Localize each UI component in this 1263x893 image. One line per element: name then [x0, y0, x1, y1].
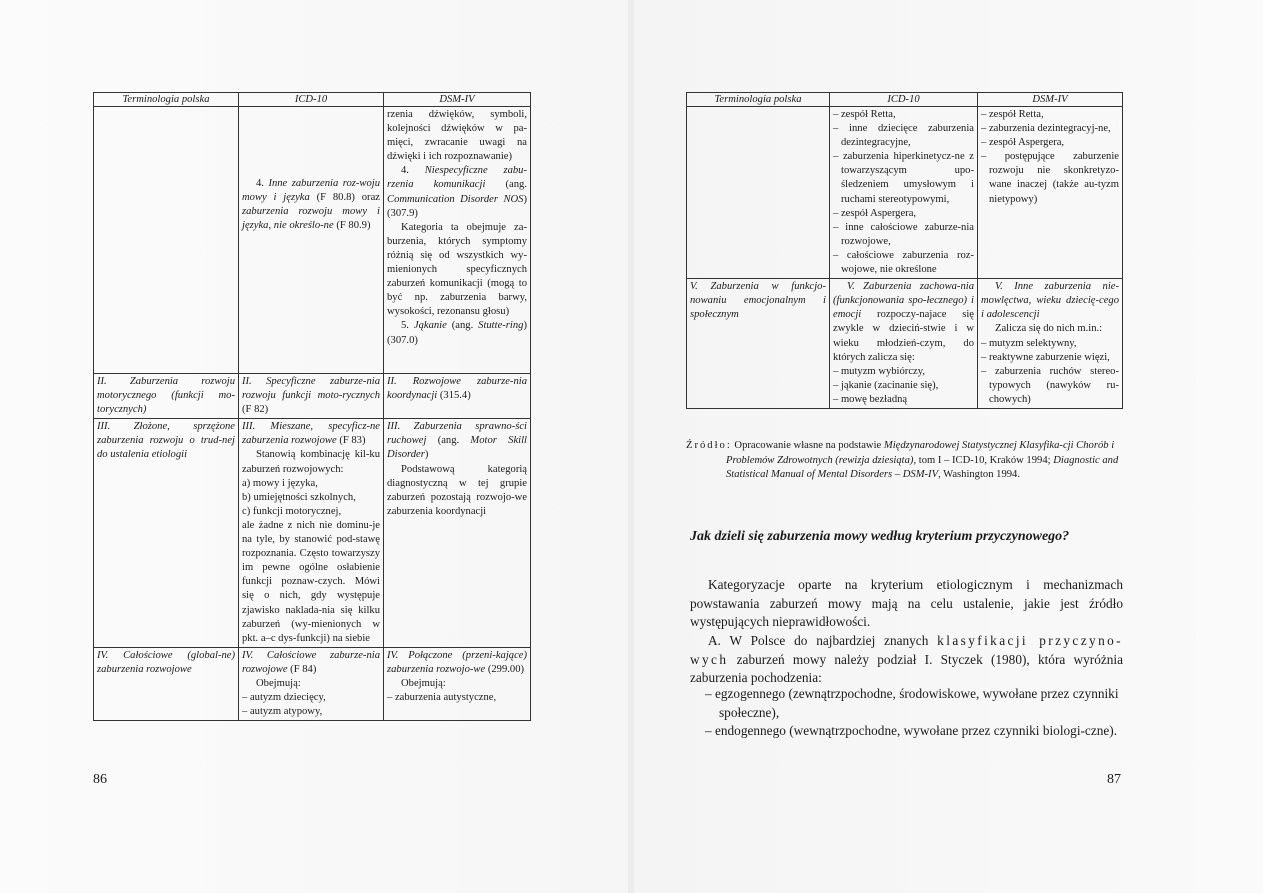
cell-text: [387, 420, 527, 462]
cell-text: [387, 319, 527, 347]
table-cell: [239, 647, 384, 720]
plain-text: ) (307.9): [387, 193, 527, 219]
table-cell: [687, 107, 830, 279]
list-item: – zaburzenia hiperkinetycz-ne z towarzyszącym upo-śledzeniem umysłowym i ruchami stereotypowymi,: [833, 151, 974, 205]
cell-text: ale żadne z nich nie dominu-je na tyle, by stanowić pod-stawę rozpoznania. Często towarzyszy im pewne ogólne osłabienie funkcji poznaw-czych. Mówi się o nich, gdy występuje zjawisko naklada-nia się kilku zaburzeń (wy-mienionych w pkt. a–c dys-funkcji) na siebie: [242, 519, 380, 644]
cell-text: rzenia dźwięków, symboli, kolejności dźwięków w pa-mięci, zwracanie uwagi na dźwięki i ich rozpoznawanie): [387, 109, 527, 163]
list-item: – inne dziecięce zaburzenia dezintegracyjne,: [833, 123, 974, 149]
cell-list: [981, 337, 1119, 407]
header-dsm4: DSM-IV: [978, 93, 1123, 107]
section-heading: Jak dzieli się zaburzenia mowy według kryterium przyczynowego?: [690, 529, 1070, 544]
plain-text: (299.00): [485, 663, 525, 675]
italic-text: V. Zaburzenia zachowa-nia (funkcjonowania spo-łecznego) i emocji: [833, 281, 974, 321]
plain-text: (315.4): [437, 390, 471, 402]
classification-table-right: [686, 92, 1123, 409]
cell-list: [387, 691, 527, 705]
classification-table-left: [93, 92, 531, 721]
italic-text: Jąkanie: [413, 320, 447, 332]
list-item: – zespół Retta,: [833, 109, 896, 120]
italic-text: IV. Całościowe zaburze-nia rozwojowe: [242, 649, 380, 675]
table-cell: [830, 279, 978, 409]
list-item: a) mowy i języka,: [242, 477, 318, 489]
cell-text: [387, 649, 527, 677]
table-cell: [384, 647, 531, 720]
italic-text: III. Mieszane, specyficz-ne zaburzenia rozwojowe: [242, 421, 380, 447]
cell-list: [833, 108, 974, 277]
italic-text: zaburzenia rozwoju mowy i języka, nie określo-ne: [242, 206, 380, 232]
table-header-row: [687, 93, 1123, 107]
list-item: – postępujące zaburzenie rozwoju nie skonkretyzo-wane inaczej (także au-tyzm nietypowy): [981, 151, 1119, 205]
table-cell: [384, 374, 531, 419]
cell-list: [981, 108, 1119, 207]
table-header-row: [94, 93, 531, 107]
italic-text: Inne zaburzenia roz-woju mowy i języka: [242, 178, 381, 204]
table-row: [94, 107, 531, 374]
plain-text: Opracowanie własne na podstawie: [731, 440, 884, 451]
list-item: – inne całościowe zaburze-nia rozwojowe,: [833, 221, 974, 247]
table-cell: [94, 107, 239, 374]
table-cell: [384, 419, 531, 648]
list-item: c) funkcji motorycznej,: [242, 505, 342, 517]
list-item: – jąkanie (zacinanie się),: [833, 379, 939, 391]
cell-text: [242, 177, 380, 233]
table-row: [94, 374, 531, 419]
paragraph-text: zaburzeń mowy należy podział I. Styczek (1980), która wyróżnia zaburzenia pochodzenia:: [690, 651, 1123, 685]
paragraph: Kategoryzacje oparte na kryterium etiologicznym i mechanizmach powstawania zaburzeń mowy mają na celu ustalenie, jakie jest źródło występujących nieprawidłowości.: [690, 577, 1123, 629]
cell-list: [833, 365, 974, 407]
table-row: [687, 107, 1123, 279]
italic-text: V. Inne zaburzenia nie-mowlęctwa, wieku dziecię-cego i adolescencji: [981, 281, 1119, 321]
table-cell: II. Zaburzenia rozwoju motorycznego (funkcji mo-torycznych): [94, 374, 239, 419]
table-cell: [978, 107, 1123, 279]
header-terminologia: Terminologia polska: [94, 93, 239, 107]
italic-text: Diagnostic and Statistical Manual of Mental Disorders – DSM-IV: [726, 454, 1119, 480]
list-item: – mowę bezładną: [833, 393, 908, 405]
list-item: – zaburzenia dezintegracyj-ne,: [981, 123, 1111, 135]
cell-text: Kategoria ta obejmuje za-burzenia, których symptomy różnią się od wszystkich wy-mienionych specyficznych zaburzeń komunikacji (mogą to być np. zaburzenia barwy, wysokości, rezonansu głosu): [387, 221, 527, 318]
plain-text: (ang.: [446, 320, 479, 332]
source-label: Źródło:: [686, 440, 732, 451]
list-item: – reaktywne zaburzenie więzi,: [981, 351, 1110, 363]
cell-text: Zalicza się do nich m.in.:: [995, 323, 1103, 335]
table-cell: III. Złożone, sprzężone zaburzenia rozwoju o trud-nej do ustalenia etiologii: [94, 419, 239, 648]
cell-text: Podstawową kategorią diagnostyczną w tej grupie zaburzeń pozostają rozwojo-we zaburzenia koordynacji: [387, 463, 527, 517]
table-row: [687, 279, 1123, 409]
italic-text: Stutte-ring: [478, 320, 524, 332]
plain-text: , Washington 1994.: [938, 469, 1020, 480]
header-icd10: ICD-10: [239, 93, 384, 107]
cell-text: [981, 280, 1119, 322]
list-item: b) umiejętności szkolnych,: [242, 491, 356, 503]
bullet-list: [705, 685, 1125, 741]
cell-list: [242, 477, 380, 519]
plain-text: (F 80.9): [333, 220, 371, 232]
cell-text: [833, 280, 974, 365]
list-item: – autyzm atypowy,: [242, 706, 323, 718]
plain-text: , tom I – ICD-10, Kraków 1994;: [913, 454, 1054, 466]
list-item: – autyzm dziecięcy,: [242, 692, 326, 704]
plain-text: 4.: [401, 165, 425, 177]
list-item: – mutyzm wybiórczy,: [833, 365, 925, 377]
table-cell: IV. Całościowe (global-ne) zaburzenia rozwojowe: [94, 647, 239, 720]
list-item: – mutyzm selektywny,: [981, 337, 1077, 349]
book-gutter: [628, 0, 634, 893]
cell-text: [242, 649, 380, 677]
cell-text: [387, 164, 527, 220]
plain-text: ): [424, 449, 429, 461]
plain-text: rozpoczy-najace się zwykle w dzieciń-stwie i w wieku młodzień-czym, do których zalicza się:: [833, 309, 974, 363]
cell-text: Stanowią kombinację kil-ku zaburzeń rozwojowych:: [242, 449, 380, 475]
list-item: – całościowe zaburzenia roz-wojowe, nie określone: [833, 249, 974, 276]
source-note: [686, 439, 1122, 483]
plain-text: 4.: [256, 178, 269, 189]
page-number-left: 86: [93, 772, 107, 787]
table-cell: [239, 419, 384, 648]
italic-text: Communication Disorder NOS: [387, 193, 524, 205]
italic-text: II. Rozwojowe zaburze-nia koordynacji: [387, 376, 527, 402]
table-cell: [978, 279, 1123, 409]
italic-text: Motor Skill Disorder: [387, 435, 527, 461]
italic-text: Niespecyficzne zabu-rzenia komunikacji: [387, 165, 528, 191]
italic-text: IV. Połączone (przeni-kające) zaburzenia rozwojo-we: [387, 649, 527, 675]
table-row: [94, 419, 531, 648]
plain-text: (F 83): [336, 435, 366, 447]
plain-text: (ang.: [426, 435, 471, 447]
cell-list: [242, 691, 380, 719]
plain-text: 5.: [401, 320, 414, 332]
cell-text: Obejmują:: [256, 677, 301, 689]
cell-text: [242, 375, 380, 417]
cell-text: [242, 420, 380, 448]
table-cell: V. Zaburzenia w funkcjo-nowaniu emocjonalnym i społecznym: [687, 279, 830, 409]
cell-text: Obejmują:: [401, 677, 446, 689]
list-item: – endogennego (wewnątrzpochodne, wywołane przez czynniki biologi-czne).: [705, 723, 1118, 738]
italic-text: Międzynarodowej Statystycznej Klasyfika-cji Chorób i Problemów Zdrowotnych (rewizja dziesiąta): [726, 440, 1115, 466]
table-row: [94, 647, 531, 720]
page-number-right: 87: [1107, 772, 1121, 787]
plain-text: (F 80.8) oraz: [309, 192, 380, 204]
table-cell: [239, 107, 384, 374]
list-item: – zespół Aspergera,: [833, 207, 917, 219]
cell-text: [387, 375, 527, 403]
list-item: – zespół Aspergera,: [981, 137, 1065, 149]
paragraph-text: A. W Polsce do najbardziej znanych: [708, 633, 938, 648]
list-item: – egzogennego (zewnątrzpochodne, środowiskowe, wywołane przez czynniki społeczne),: [705, 686, 1119, 720]
table-cell: [384, 107, 531, 374]
table-cell: [239, 374, 384, 419]
italic-text: II. Specyficzne zaburze-nia rozwoju funkcji moto-rycznych: [242, 376, 380, 402]
list-item: – zaburzenia autystyczne,: [387, 692, 497, 704]
list-item: – zespół Retta,: [981, 109, 1044, 120]
plain-text: (F 84): [287, 663, 317, 675]
spaced-term: klasyfikacji przyczyno-wych: [690, 633, 1124, 667]
plain-text: (F 82): [242, 404, 269, 416]
table-cell: [830, 107, 978, 279]
header-icd10: ICD-10: [830, 93, 978, 107]
source-text: [726, 440, 1118, 480]
plain-text: (ang.: [485, 179, 527, 191]
italic-text: III. Zaburzenia sprawno-ści ruchowej: [387, 421, 527, 447]
header-dsm4: DSM-IV: [384, 93, 531, 107]
list-item: – zaburzenia ruchów stereo-typowych (nawyków ru-chowych): [981, 365, 1119, 405]
header-terminologia: Terminologia polska: [687, 93, 830, 107]
plain-text: ) (307.0): [387, 320, 527, 346]
paragraph: [690, 632, 1123, 688]
